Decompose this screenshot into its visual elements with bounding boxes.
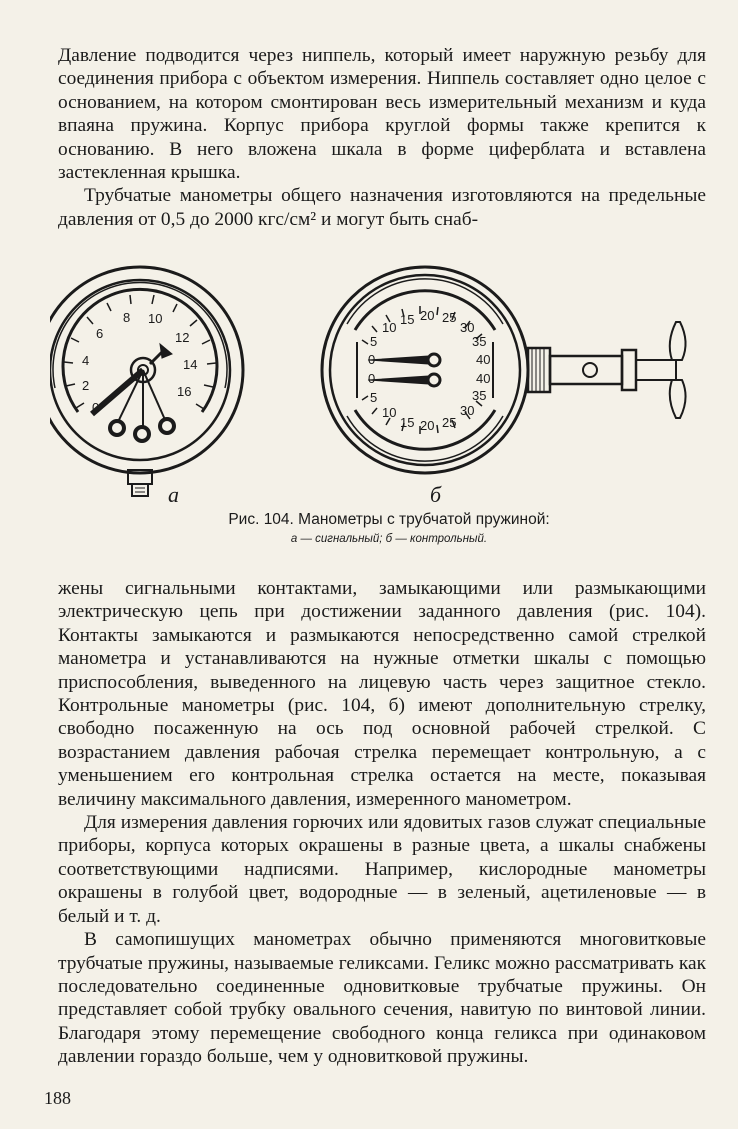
gauge-a-label-12: 12 [175,330,190,345]
gauge-b-label-0-bottom: 0 [368,371,376,386]
gauge-a-label-2: 2 [82,378,90,393]
gauge-a-label-0: 0 [92,400,100,415]
figure-label-b: б [430,482,442,507]
text-block-bottom [58,577,706,1069]
paragraph-helix: В самопишущих манометрах обычно применяются многовитковые трубчатые пружины, называемые геликсами. Геликс можно рассматривать как последовательно соединенные одновитковые трубчатые пружины. Он представляет собой трубку овального сечения, навитую по винтовой линии. Благодаря этому перемещение свободного конца геликса при одинаковом давлении гораздо больше, чем у одновитковой пружины. [58,929,706,1068]
gauge-b-label-10-top: 10 [382,320,397,335]
gauge-drawings [50,262,710,512]
gauge-b-label-15-top: 15 [400,312,415,327]
paragraph-nipple: Давление подводится через ниппель, который имеет наружную резьбу для соединения прибора с объектом измерения. Ниппель составляет одно целое с основанием, на котором смонтирован весь измерительный механизм и куда впаяна пружина. Корпус прибора круглой формы также крепится к основанию. В него вложена шкала в форме циферблата и вставлена застекленная крышка. [58,45,706,184]
gauge-b-label-35-top: 35 [472,334,487,349]
gauge-b-label-5-top: 5 [370,334,378,349]
gauge-b-label-5-bottom: 5 [370,390,378,405]
gauge-b-label-0-top: 0 [368,352,376,367]
paragraph-signal-contacts: жены сигнальными контактами, замыкающими или размыкающими электрическую цепь при достижении заданного давления (рис. 104). Контакты замыкаются и размыкаются непосредственно самой стрелкой манометра и устанавливаются на нужные отметки шкалы с помощью приспособления, выведенного на лицевую часть через защитное стекло. Контрольные манометры (рис. 104, б) имеют дополнительную стрелку, свободно посаженную на ось под основной рабочей стрелкой. С возрастанием давления рабочая стрелка перемещает контрольную, а с уменьшением его контрольная стрелка остается на месте, показывая величину максимального давления, измеренного манометром. [58,578,706,810]
figure-caption: Рис. 104. Манометры с трубчатой пружиной: [228,511,550,528]
paragraph-flammable-gases: Для измерения давления горючих или ядовитых газов служат специальные приборы, корпуса которых окрашены в разные цвета, а шкалы снабжены соответствующими надписями. Например, кислородные манометры окрашены в голубой цвет, водородные — в зеленый, ацетиленовые — в белый и т. д. [58,812,706,927]
gauge-b-label-35-bottom: 35 [472,388,487,403]
gauge-a-label-6: 6 [96,326,104,341]
figure-label-a: а [168,482,179,507]
figure-caption-legend: а — сигнальный; б — контрольный. [290,533,488,545]
gauge-a-label-16: 16 [177,384,192,399]
page-number: 188 [44,1088,71,1108]
gauge-a-label-14: 14 [183,357,198,372]
gauge-b-label-20-bottom: 20 [420,418,435,433]
gauge-b-scale [368,308,490,433]
gauge-b-label-40-bottom: 40 [476,371,491,386]
gauge-a-label-8: 8 [123,310,131,325]
gauge-b-label-40-top: 40 [476,352,491,367]
gauge-b-label-30-bottom: 30 [460,403,475,418]
gauge-b-label-25-bottom: 25 [442,415,457,430]
gauge-b-drawing [322,267,686,473]
gauge-a-label-4: 4 [82,353,90,368]
gauge-b-label-30-top: 30 [460,320,475,335]
gauge-b-label-25-top: 25 [442,310,457,325]
gauge-b-label-15-bottom: 15 [400,415,415,430]
gauge-b-label-10-bottom: 10 [382,405,397,420]
text-block-top [58,44,706,231]
gauge-a-drawing [50,267,243,496]
paragraph-tubular-gauges: Трубчатые манометры общего назначения изготовляются на предельные давления от 0,5 до 2000 кгс/см² и могут быть снаб- [58,185,706,230]
gauge-b-label-20-top: 20 [420,308,435,323]
figure-104 [50,262,710,512]
gauge-a-label-10: 10 [148,311,163,326]
